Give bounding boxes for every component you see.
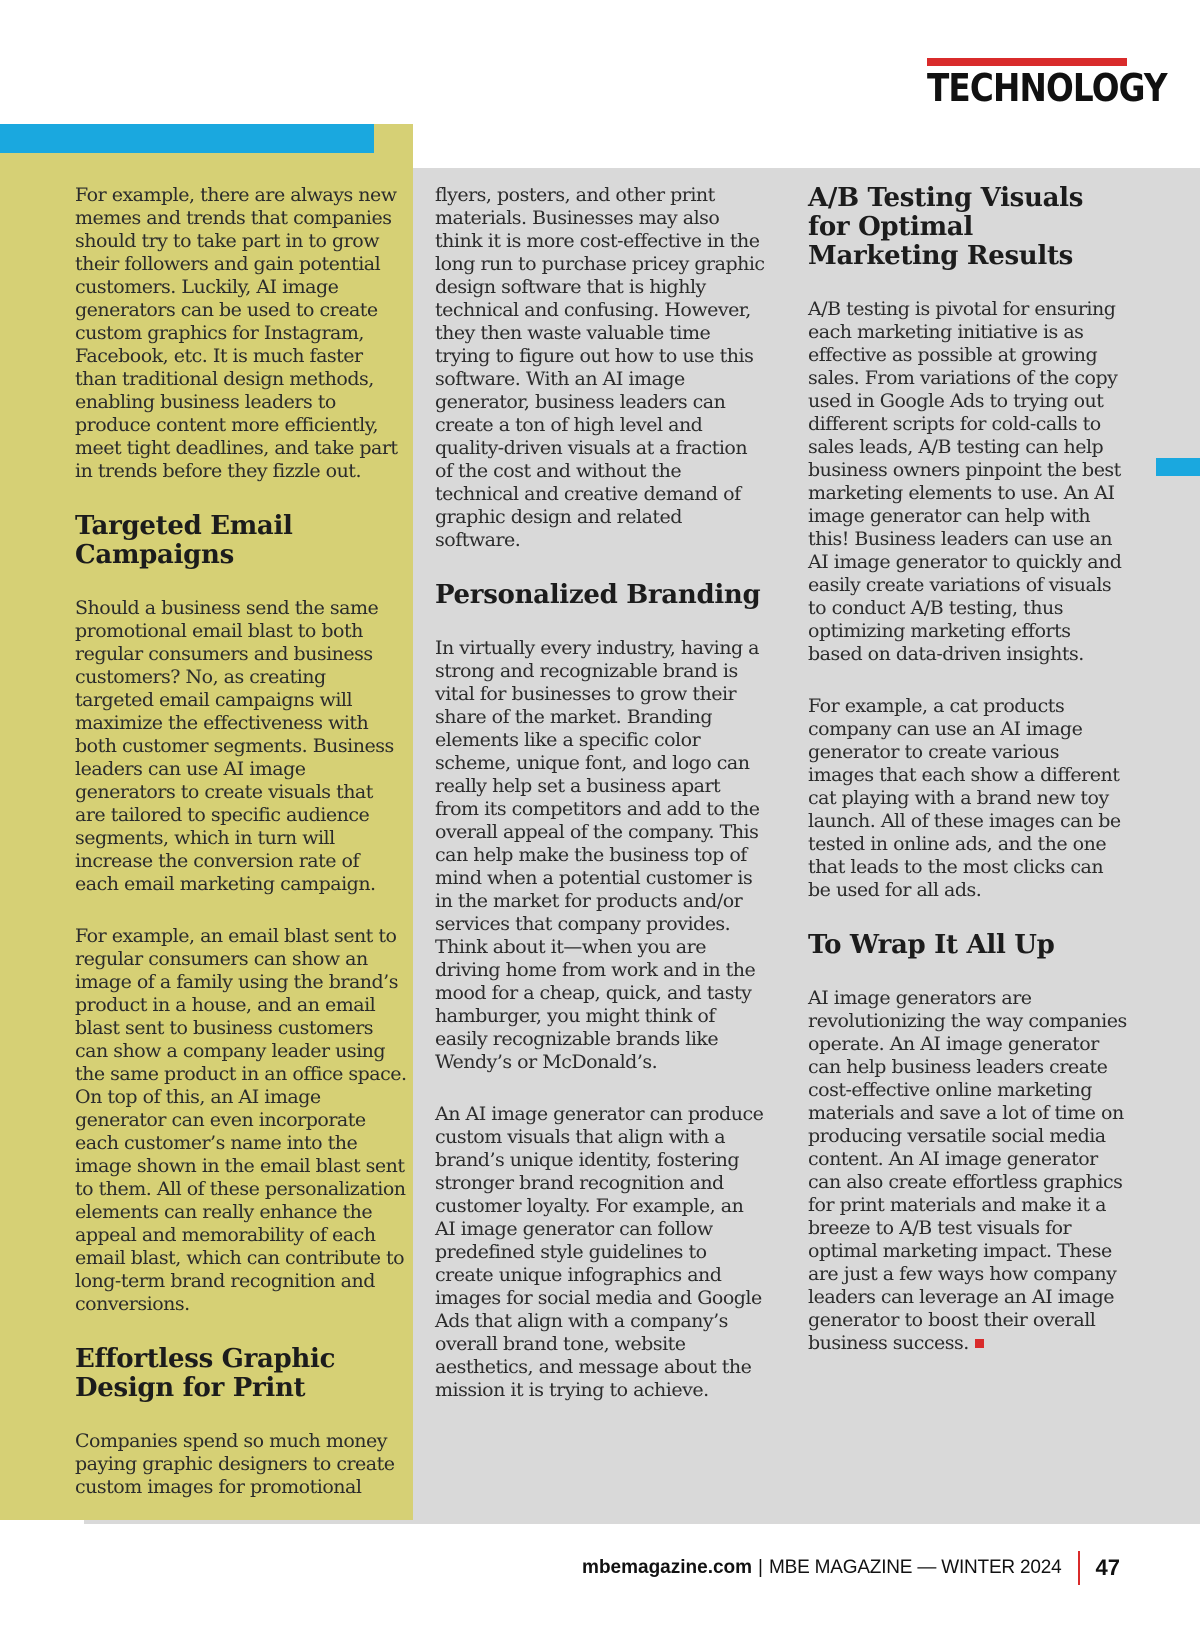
subheading-targeted-email: Targeted Email Campaigns	[75, 511, 293, 570]
subheading-ab-testing: A/B Testing Visuals for Optimal Marketing Results	[808, 183, 1084, 271]
footer-separator: |	[758, 1557, 763, 1578]
body-paragraph: An AI image generator can produce custom visuals that align with a brand’s unique identity, fostering stronger brand recognition and customer loyalty. For example, an AI image generator can follow predefined style guidelines to create unique infographics and images for social media and Google Ads that align with a company’s overall brand tone, website aesthetics, and message about the mission it is trying to achieve.	[435, 1103, 764, 1401]
footer-divider	[1078, 1551, 1080, 1585]
body-paragraph: A/B testing is pivotal for ensuring each marketing initiative is as effective as possible at growing sales. From variations of the copy used in Google Ads to trying out different scripts for cold-calls to sales leads, A/B testing can help business owners pinpoint the best marketing elements to use. An AI image generator can help with this! Business leaders can use an AI image generator to quickly and easily create variations of visuals to conduct A/B testing, thus optimizing marketing efforts based on data-driven insights.	[808, 298, 1122, 665]
body-paragraph: Companies spend so much money paying graphic designers to create custom images for promotional	[75, 1430, 395, 1498]
body-paragraph: Should a business send the same promotional email blast to both regular consumers and business customers? No, as creating targeted email campaigns will maximize the effectiveness with both customer segments. Business leaders can use AI image generators to create visuals that are tailored to specific audience segments, which in turn will increase the conversion rate of each email marketing campaign.	[75, 597, 394, 895]
blue-edge-tab	[1156, 458, 1200, 476]
subheading-graphic-design: Effortless Graphic Design for Print	[75, 1344, 336, 1403]
page-number: 47	[1095, 1555, 1120, 1580]
article-column-1	[75, 184, 407, 1499]
body-paragraph: For example, an email blast sent to regular consumers can show an image of a family using the brand’s product in a house, and an email blast sent to business customers can show a company leader using the same product in an office space. On top of this, an AI image generator can even incorporate each customer’s name into the image shown in the email blast sent to them. All of these personalization elements can really enhance the appeal and memorability of each email blast, which can contribute to long-term brand recognition and conversions.	[75, 925, 407, 1315]
page-footer	[582, 1550, 1120, 1586]
footer-publication: MBE MAGAZINE — WINTER 2024	[768, 1557, 1062, 1578]
body-paragraph: In virtually every industry, having a strong and recognizable brand is vital for businesses to grow their share of the market. Branding elements like a specific color scheme, unique font, and logo can really help set a business apart from its competitors and add to the overall appeal of the company. This can help make the business top of mind when a potential customer is in the market for products and/or services that company provides. Think about it—when you are driving home from work and in the mood for a cheap, quick, and tasty hamburger, you might think of easily recognizable brands like Wendy’s or McDonald’s.	[435, 637, 760, 1073]
body-paragraph-final	[808, 987, 1128, 1355]
subheading-wrap-up: To Wrap It All Up	[808, 930, 1055, 960]
body-paragraph: For example, a cat products company can use an AI image generator to create various images that each show a different cat playing with a brand new toy launch. All of these images can be tested in online ads, and the one that leads to the most clicks can be used for all ads.	[808, 695, 1121, 901]
section-label: TECHNOLOGY	[927, 66, 1167, 110]
final-paragraph-text: AI image generators are revolutionizing the way companies operate. An AI image generator can help business leaders create cost-effective online marketing materials and save a lot of time on producing versatile social media content. An AI image generator can also create effortless graphics for print materials and make it a breeze to A/B test visuals for optimal marketing impact. These are just a few ways how company leaders can leverage an AI image generator to boost their overall business success.	[808, 987, 1127, 1354]
body-paragraph: For example, there are always new memes and trends that companies should try to take part in to grow their followers and gain potential customers. Luckily, AI image generators can be used to create custom graphics for Instagram, Facebook, etc. It is much faster than traditional design methods, enabling business leaders to produce content more efficiently, meet tight deadlines, and take part in trends before they fizzle out.	[75, 184, 398, 482]
blue-accent-bar	[0, 124, 374, 153]
article-column-2	[435, 184, 765, 1402]
footer-website[interactable]: mbemagazine.com	[582, 1557, 753, 1578]
subheading-personalized-branding: Personalized Branding	[435, 580, 761, 610]
article-column-3	[808, 184, 1128, 1355]
end-of-article-mark	[975, 1339, 984, 1348]
body-paragraph: flyers, posters, and other print materials. Businesses may also think it is more cost-effective in the long run to purchase pricey graphic design software that is highly technical and confusing. However, they then waste valuable time trying to figure out how to use this software. With an AI image generator, business leaders can create a ton of high level and quality-driven visuals at a fraction of the cost and without the technical and creative demand of graphic design and related software.	[435, 184, 765, 551]
